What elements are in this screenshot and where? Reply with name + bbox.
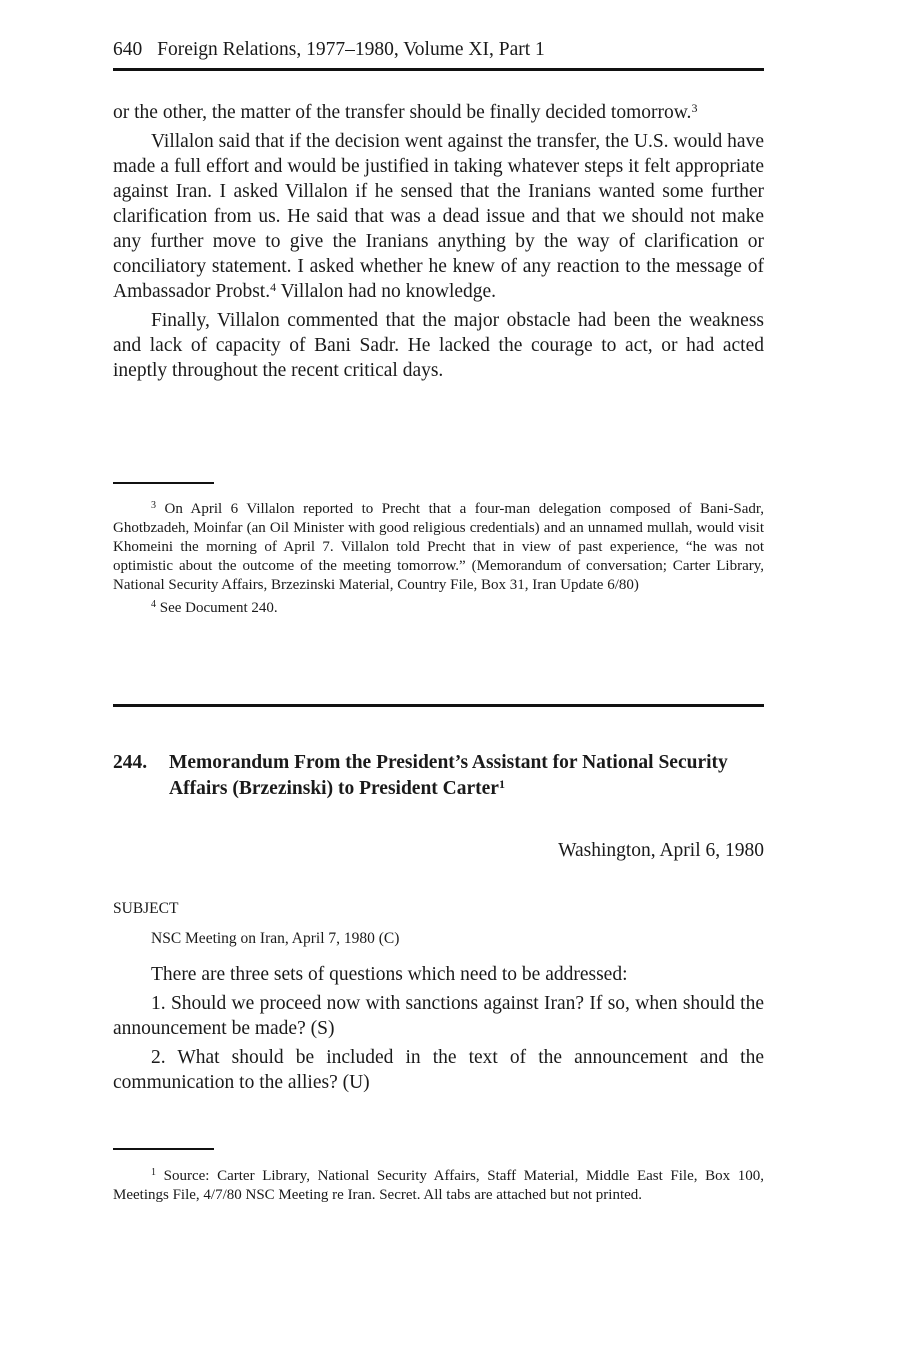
- document-number: 244.: [113, 752, 148, 773]
- footnotes-top: [113, 500, 764, 622]
- document-heading: [113, 750, 764, 802]
- paragraph: There are three sets of questions which need to be addressed:: [151, 964, 628, 985]
- footnote: $^4$ See Document 240.: [151, 599, 278, 616]
- subject-text: NSC Meeting on Iran, April 7, 1980 (C): [151, 930, 400, 947]
- paragraph: Finally, Villalon commented that the major obstacle had been the weakness and lack of capacity of Bani Sadr. He lacked the courage to act, or had acted ineptly throughout the recent critical days.: [113, 310, 764, 381]
- document-title: Memorandum From the President’s Assistant for National Security Affairs (Brzezinski) to President Carter$^1$: [169, 752, 728, 799]
- continued-text: [113, 100, 764, 387]
- memorandum-text: [113, 962, 764, 1099]
- footnote: $^1$ Source: Carter Library, National Security Affairs, Staff Material, Middle East File, Box 100, Meetings File, 4/7/80 NSC Meeting re Iran. Secret. All tabs are attached but not printed.: [113, 1167, 765, 1203]
- footnote-ref: 4: [270, 279, 277, 294]
- paragraph: or the other, the matter of the transfer should be finally decided tomorrow.$^3$: [113, 100, 698, 123]
- page-number: 640: [113, 39, 143, 60]
- footnote-rule: [113, 482, 214, 484]
- document-divider: [113, 704, 764, 707]
- footnotes-bottom: [113, 1167, 764, 1209]
- volume-title: Foreign Relations, 1977–1980, Volume XI, Part 1: [157, 39, 545, 60]
- paragraph: 1. Should we proceed now with sanctions against Iran? If so, when should the announcement be made? (S): [113, 993, 764, 1039]
- header-rule: [113, 68, 764, 71]
- running-head: [113, 37, 764, 63]
- dateline: Washington, April 6, 1980: [558, 840, 764, 861]
- paragraph: 2. What should be included in the text of the announcement and the communication to the allies? (U): [113, 1047, 764, 1093]
- footnote-ref: 1: [498, 776, 505, 791]
- footnote-ref: 3: [691, 100, 698, 115]
- footnote-rule: [113, 1148, 214, 1150]
- subject-label: SUBJECT: [113, 900, 179, 917]
- paragraph: Villalon said that if the decision went against the transfer, the U.S. would have made a full effort and would be justified in taking whatever steps it felt appropriate against Iran. I asked Villalon if he sensed that the Iranians wanted some further clarification from us. He said that was a dead issue and that we should not make any further move to give the Iranians anything by the way of clarification or conciliatory statement. I asked whether he knew of any reaction to the message of Ambassador Probst.$^4$ Villalon had no knowledge.: [113, 131, 764, 302]
- footnote: $^3$ On April 6 Villalon reported to Precht that a four-man delegation composed of Bani-Sadr, Ghotbzadeh, Moinfar (an Oil Minister with good religious credentials) and an unnamed mullah, would visit Khomeini the morning of April 7. Villalon told Precht that in view of past experience, “he was not optimistic about the outcome of the meeting tomorrow.” (Memorandum of conversation; Carter Library, National Security Affairs, Brzezinski Material, Country File, Box 31, Iran Update 6/80): [113, 500, 764, 593]
